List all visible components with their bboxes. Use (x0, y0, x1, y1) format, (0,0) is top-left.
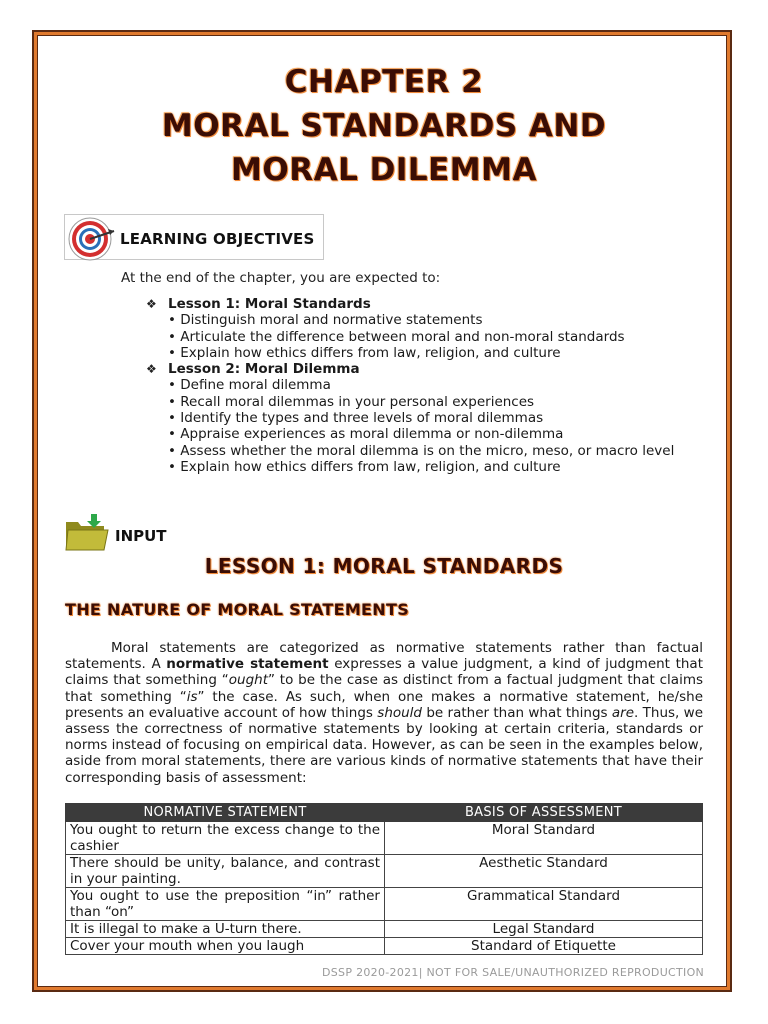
list-item: • Identify the types and three levels of moral dilemmas (168, 410, 544, 427)
target-icon (68, 215, 116, 263)
table-header-row (66, 804, 703, 822)
table-cell: You ought to return the excess change to the cashier (66, 822, 385, 855)
input-label: INPUT (115, 527, 167, 545)
list-item: • Define moral dilemma (168, 377, 331, 394)
table-cell: Legal Standard (385, 921, 703, 938)
list-item: • Articulate the difference between moral and non-moral standards (168, 328, 625, 345)
diamond-bullet-icon: ❖ (146, 362, 157, 377)
chapter-title: CHAPTER 2 (284, 64, 484, 100)
table-row (66, 822, 703, 855)
column-header: NORMATIVE STATEMENT (66, 804, 385, 822)
footer-text: DSSP 2020-2021| NOT FOR SALE/UNAUTHORIZED REPRODUCTION (322, 966, 705, 979)
table-row (66, 855, 703, 888)
table-cell: There should be unity, balance, and contrast in your painting. (66, 855, 385, 888)
list-item: • Recall moral dilemmas in your personal experiences (168, 393, 535, 410)
table-cell: You ought to use the preposition “in” rather than “on” (66, 888, 385, 921)
table-cell: Aesthetic Standard (385, 855, 703, 888)
list-item: • Distinguish moral and normative statements (168, 312, 483, 329)
section-title: THE NATURE OF MORAL STATEMENTS (65, 600, 410, 619)
table-row (66, 921, 703, 938)
table-cell: Grammatical Standard (385, 888, 703, 921)
objective-lesson-1: ❖ Lesson 1: Moral Standards (146, 296, 371, 312)
chapter-subtitle-line1: MORAL STANDARDS AND (161, 108, 607, 144)
body-paragraph: Moral statements are categorized as normative statements rather than factual statements. A normative statement expresses a value judgment, a kind of judgment that claims that something “ought” to be the case as distinct from a factual judgment that claims that something “is” the case. As such, when one makes a normative statement, he/she presents an evaluative account of how things should be rather than what things are. Thus, we assess the correctness of normative statements by looking at certain criteria, standards or norms instead of focusing on empirical data. However, as can be seen in the examples below, aside from moral statements, there are various kinds of normative statements that have their corresponding basis of assessment: (65, 640, 704, 786)
table-cell: Cover your mouth when you laugh (66, 938, 385, 955)
table-row (66, 888, 703, 921)
folder-download-icon (64, 512, 110, 554)
objectives-intro: At the end of the chapter, you are expected to: (121, 270, 441, 286)
diamond-bullet-icon: ❖ (146, 297, 157, 311)
table-cell: Moral Standard (385, 822, 703, 855)
table-row (66, 938, 703, 955)
lesson-title: LESSON 1: MORAL STANDARDS (204, 554, 564, 578)
list-item: • Explain how ethics differs from law, religion, and culture (168, 458, 561, 475)
table-cell: It is illegal to make a U-turn there. (66, 921, 385, 938)
objectives-list (146, 296, 674, 475)
chapter-subtitle-line2: MORAL DILEMMA (231, 152, 537, 188)
column-header: BASIS OF ASSESSMENT (385, 804, 703, 822)
list-item: • Explain how ethics differs from law, religion, and culture (168, 344, 561, 361)
list-item: • Appraise experiences as moral dilemma or non-dilemma (168, 426, 564, 443)
table-cell: Standard of Etiquette (385, 938, 703, 955)
normative-statements-table (65, 803, 703, 955)
learning-objectives-label: LEARNING OBJECTIVES (120, 230, 315, 248)
objective-lesson-2: ❖ Lesson 2: Moral Dilemma (146, 361, 360, 378)
list-item: • Assess whether the moral dilemma is on the micro, meso, or macro level (168, 442, 675, 459)
